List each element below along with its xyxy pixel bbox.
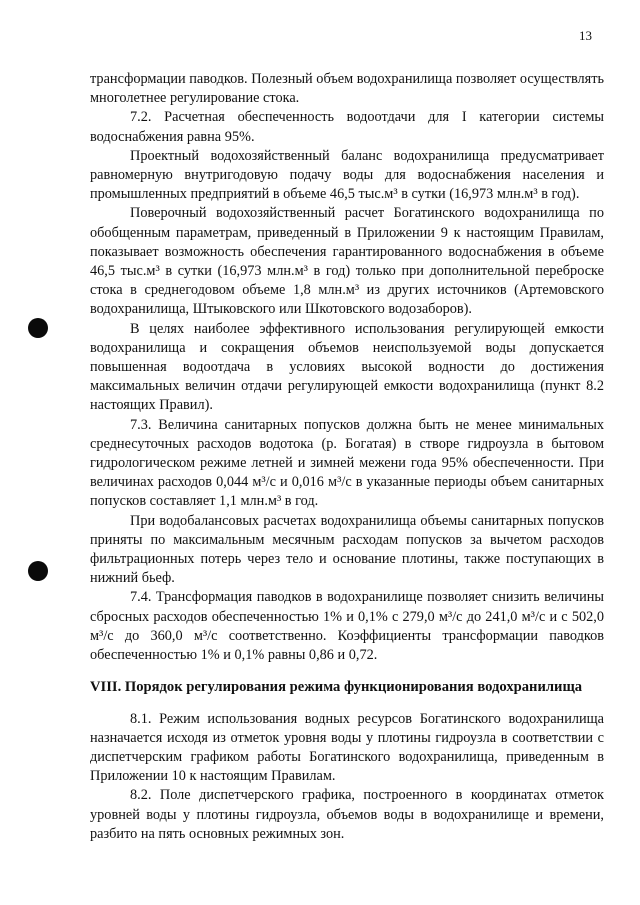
section-heading: VIII. Порядок регулирования режима функционирования водохранилища (90, 679, 583, 696)
paragraph: 7.3. Величина санитарных попусков должна быть не менее минимальных среднесуточных расходов водотока (р. Богатая) в створе гидроузла в бытовом гидрологическом режиме летней и зимней межени года 95% обеспеченности. При величинах расходов 0,044 м³/с и 0,016 м³/с в указанные периоды объем санитарных попусков составляет 1,1 млн.м³ в год. (90, 416, 604, 510)
paragraph: трансформации паводков. Полезный объем водохранилища позволяет осуществлять многолетнее регулирование стока. (90, 71, 604, 107)
paragraph: 7.2. Расчетная обеспеченность водоотдачи для I категории системы водоснабжения равна 95%. (90, 109, 604, 145)
paragraph: При водобалансовых расчетах водохранилища объемы санитарных попусков приняты по максимальным месячным расходам попусков за вычетом расходов фильтрационных потерь через тело и основание плотины, также поступающих в нижний бьеф. (90, 512, 604, 587)
binder-hole-bottom (28, 561, 48, 581)
document-body (90, 70, 604, 844)
paragraph: Поверочный водохозяйственный расчет Богатинского водохранилища по обобщенным параметрам, приведенный в Приложении 9 к настоящим Правилам, показывает возможность обеспечения гарантированного водоснабжения в объеме 46,5 тыс.м³ в сутки (16,973 млн.м³ в год) только при дополнительной переброске стока в среднегодовом объеме 1,8 млн.м³ из других источников (Артемовского водохранилища, Штыковского или Шкотовского водозаборов). (90, 205, 604, 318)
paragraph: 8.1. Режим использования водных ресурсов Богатинского водохранилища назначается исходя из отметок уровня воды у плотины гидроузла в соответствии с диспетчерским графиком работы Богатинского водохранилища, приведенным в Приложении 10 к настоящим Правилам. (90, 710, 604, 785)
paragraph: 7.4. Трансформация паводков в водохранилище позволяет снизить величины сбросных расходов обеспеченностью 1% и 0,1% с 279,0 м³/с до 241,0 м³/с и с 502,0 м³/с до 360,0 м³/с соответственно. Коэффициенты трансформации паводков обеспеченностью 1% и 0,1% равны 0,86 и 0,72. (90, 589, 604, 664)
binder-hole-top (28, 318, 48, 338)
paragraph: Проектный водохозяйственный баланс водохранилища предусматривает равномерную внутригодовую подачу воды для водоснабжения населения и промышленных предприятий в объеме 46,5 тыс.м³ в сутки (16,973 млн.м³ в год). (90, 147, 604, 203)
page-number: 13 (579, 28, 592, 43)
paragraph: 8.2. Поле диспетчерского графика, построенного в координатах отметок уровней воды у плотины гидроузла, объемов воды в водохранилище и времени, разбито на пять основных режимных зон. (90, 787, 604, 842)
paragraph: В целях наиболее эффективного использования регулирующей емкости водохранилища и сокращения объемов неиспользуемой воды допускается повышенная водоотдача в условиях высокой водности до достижения максимальных величин отдачи регулирующей емкости водохранилища (пункт 8.2 настоящих Правил). (90, 320, 604, 414)
